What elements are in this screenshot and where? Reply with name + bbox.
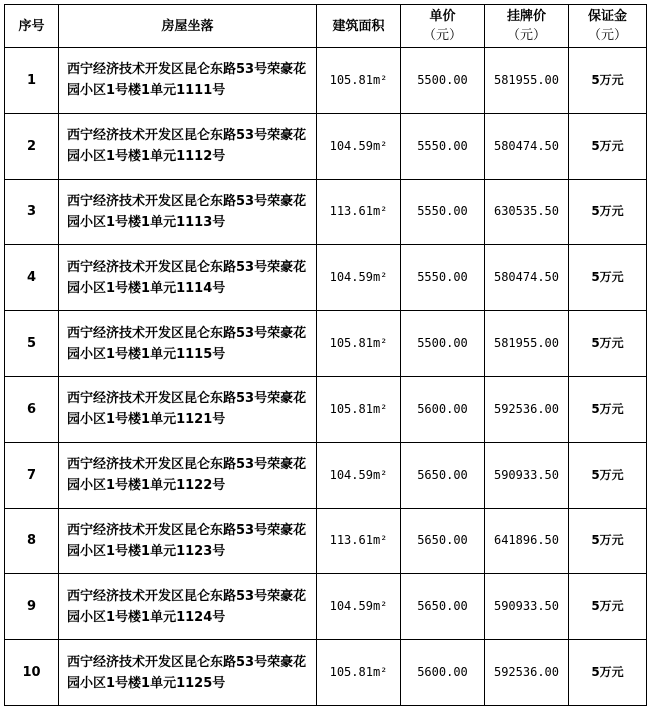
cell-area: 105.81m²: [317, 311, 401, 377]
cell-unit-price: 5550.00: [401, 179, 485, 245]
cell-area: 104.59m²: [317, 113, 401, 179]
cell-list-price: 580474.50: [485, 113, 569, 179]
cell-address: 西宁经济技术开发区昆仑东路53号荣豪花园小区1号楼1单元1121号: [59, 376, 317, 442]
cell-index: 3: [5, 179, 59, 245]
table-row: [5, 376, 647, 442]
header-unit-price-label: 单价: [429, 9, 456, 24]
cell-index: 1: [5, 48, 59, 114]
cell-deposit: 5万元: [569, 376, 647, 442]
table-row: [5, 574, 647, 640]
cell-index: 7: [5, 442, 59, 508]
cell-deposit: 5万元: [569, 442, 647, 508]
cell-area: 104.59m²: [317, 245, 401, 311]
cell-deposit: 5万元: [569, 245, 647, 311]
property-listing-table: [4, 4, 647, 706]
cell-unit-price: 5650.00: [401, 574, 485, 640]
cell-list-price: 592536.00: [485, 376, 569, 442]
header-unit-price-unit: （元）: [422, 28, 462, 43]
cell-area: 105.81m²: [317, 48, 401, 114]
cell-address: 西宁经济技术开发区昆仑东路53号荣豪花园小区1号楼1单元1113号: [59, 179, 317, 245]
cell-unit-price: 5650.00: [401, 442, 485, 508]
cell-address: 西宁经济技术开发区昆仑东路53号荣豪花园小区1号楼1单元1125号: [59, 640, 317, 706]
cell-list-price: 592536.00: [485, 640, 569, 706]
cell-unit-price: 5600.00: [401, 640, 485, 706]
cell-deposit: 5万元: [569, 640, 647, 706]
header-address: 房屋坐落: [59, 5, 317, 48]
header-list-price: [485, 5, 569, 48]
cell-index: 5: [5, 311, 59, 377]
cell-address: 西宁经济技术开发区昆仑东路53号荣豪花园小区1号楼1单元1111号: [59, 48, 317, 114]
cell-area: 113.61m²: [317, 508, 401, 574]
header-list-price-unit: （元）: [506, 28, 546, 43]
cell-area: 113.61m²: [317, 179, 401, 245]
table-row: [5, 640, 647, 706]
cell-area: 105.81m²: [317, 376, 401, 442]
cell-address: 西宁经济技术开发区昆仑东路53号荣豪花园小区1号楼1单元1114号: [59, 245, 317, 311]
cell-deposit: 5万元: [569, 113, 647, 179]
cell-index: 10: [5, 640, 59, 706]
cell-deposit: 5万元: [569, 48, 647, 114]
table-row: [5, 113, 647, 179]
cell-address: 西宁经济技术开发区昆仑东路53号荣豪花园小区1号楼1单元1123号: [59, 508, 317, 574]
cell-unit-price: 5650.00: [401, 508, 485, 574]
table-row: [5, 48, 647, 114]
cell-unit-price: 5550.00: [401, 245, 485, 311]
cell-deposit: 5万元: [569, 179, 647, 245]
cell-address: 西宁经济技术开发区昆仑东路53号荣豪花园小区1号楼1单元1124号: [59, 574, 317, 640]
header-unit-price: [401, 5, 485, 48]
cell-list-price: 581955.00: [485, 311, 569, 377]
cell-unit-price: 5550.00: [401, 113, 485, 179]
cell-list-price: 580474.50: [485, 245, 569, 311]
cell-address: 西宁经济技术开发区昆仑东路53号荣豪花园小区1号楼1单元1122号: [59, 442, 317, 508]
table-row: [5, 508, 647, 574]
table-row: [5, 245, 647, 311]
cell-address: 西宁经济技术开发区昆仑东路53号荣豪花园小区1号楼1单元1112号: [59, 113, 317, 179]
cell-area: 105.81m²: [317, 640, 401, 706]
table-row: [5, 442, 647, 508]
header-index: 序号: [5, 5, 59, 48]
header-deposit: [569, 5, 647, 48]
cell-deposit: 5万元: [569, 574, 647, 640]
cell-area: 104.59m²: [317, 574, 401, 640]
cell-index: 2: [5, 113, 59, 179]
cell-address: 西宁经济技术开发区昆仑东路53号荣豪花园小区1号楼1单元1115号: [59, 311, 317, 377]
header-deposit-unit: （元）: [587, 28, 627, 43]
cell-index: 9: [5, 574, 59, 640]
header-deposit-label: 保证金: [587, 9, 627, 24]
cell-list-price: 590933.50: [485, 442, 569, 508]
header-list-price-label: 挂牌价: [506, 9, 546, 24]
table-row: [5, 311, 647, 377]
cell-index: 6: [5, 376, 59, 442]
table-body: [5, 48, 647, 706]
cell-index: 8: [5, 508, 59, 574]
cell-unit-price: 5600.00: [401, 376, 485, 442]
cell-area: 104.59m²: [317, 442, 401, 508]
table-row: [5, 179, 647, 245]
cell-list-price: 581955.00: [485, 48, 569, 114]
cell-deposit: 5万元: [569, 311, 647, 377]
cell-deposit: 5万元: [569, 508, 647, 574]
cell-unit-price: 5500.00: [401, 311, 485, 377]
cell-list-price: 641896.50: [485, 508, 569, 574]
cell-list-price: 630535.50: [485, 179, 569, 245]
cell-list-price: 590933.50: [485, 574, 569, 640]
cell-unit-price: 5500.00: [401, 48, 485, 114]
header-row: [5, 5, 647, 48]
header-area: 建筑面积: [317, 5, 401, 48]
cell-index: 4: [5, 245, 59, 311]
